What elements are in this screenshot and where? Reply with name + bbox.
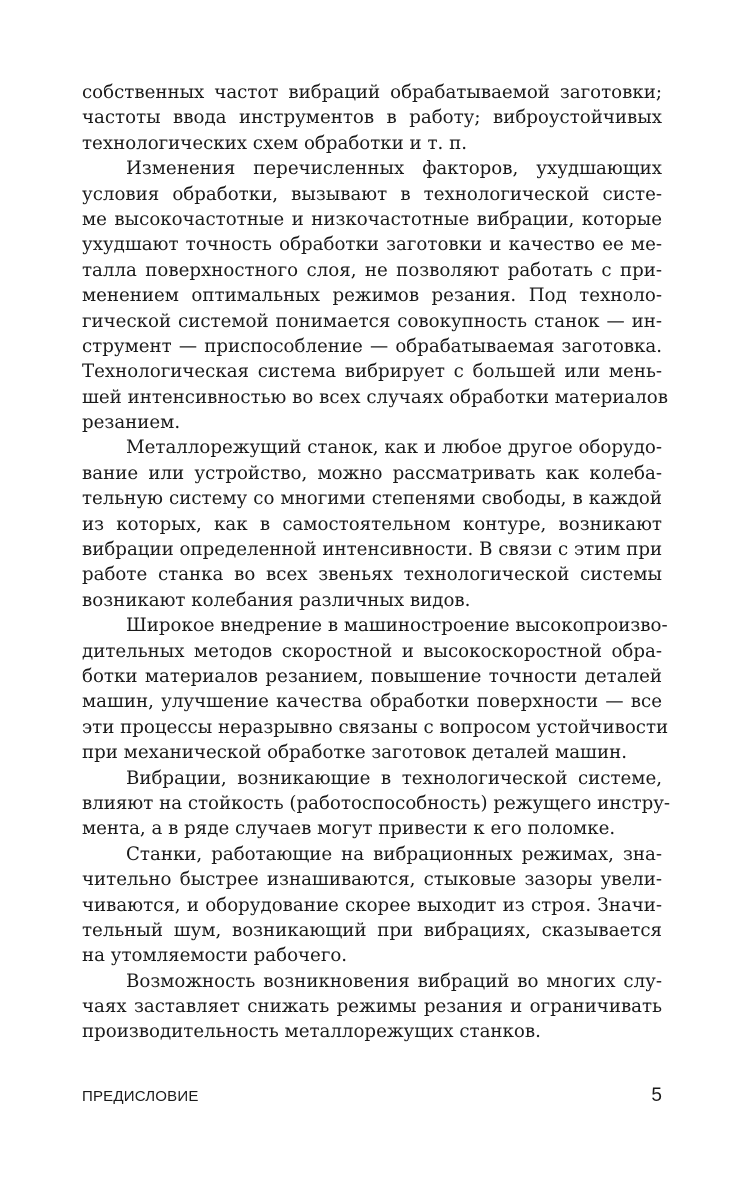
text-line: талла поверхностного слоя, не позволяют работать с при- xyxy=(82,259,662,281)
paragraph xyxy=(82,156,668,435)
text-line: вание или устройство, можно рассматривать как колеба- xyxy=(82,462,662,484)
text-line: частоты ввода инструментов в работу; виброустойчивых xyxy=(82,107,662,129)
text-line: Станки, работающие на вибрационных режимах, зна- xyxy=(126,843,662,865)
paragraph xyxy=(82,842,662,969)
text-line: ботки материалов резанием, повышение точности деталей xyxy=(82,665,662,687)
text-line: производительность металлорежущих станков. xyxy=(82,1021,541,1043)
text-line: при механической обработке заготовок деталей машин. xyxy=(82,742,627,764)
text-line: чиваются, и оборудование скорее выходит из строя. Значи- xyxy=(82,894,662,916)
paragraph xyxy=(82,435,662,613)
text-line: Вибрации, возникающие в технологической системе, xyxy=(126,767,662,789)
paragraph xyxy=(82,766,671,842)
text-line: Широкое внедрение в машиностроение высокопроизво- xyxy=(126,615,668,637)
text-line: дительных методов скоростной и высокоскоростной обра- xyxy=(82,640,662,662)
body-text xyxy=(82,80,671,1045)
text-line: технологических схем обработки и т. п. xyxy=(82,132,467,154)
text-line: эти процессы неразрывно связаны с вопросом устойчивости xyxy=(82,716,669,738)
text-line: из которых, как в самостоятельном контуре, возникают xyxy=(82,513,662,535)
text-line: Возможность возникновения вибраций во многих слу- xyxy=(126,970,662,992)
text-line: гической системой понимается совокупность станок — ин- xyxy=(82,310,662,332)
text-line: мента, а в ряде случаев могут привести к его поломке. xyxy=(82,818,616,840)
text-line: менением оптимальных режимов резания. Под техноло- xyxy=(82,285,662,307)
text-line: работе станка во всех звеньях технологической системы xyxy=(82,564,662,586)
text-line: чительно быстрее изнашиваются, стыковые зазоры увели- xyxy=(82,869,662,891)
text-line: на утомляемости рабочего. xyxy=(82,945,348,967)
text-line: Технологическая система вибрирует с большей или мень- xyxy=(82,361,662,383)
text-line: собственных частот вибраций обрабатываемой заготовки; xyxy=(82,82,662,103)
text-line: Металлорежущий станок, как и любое другое оборудо- xyxy=(126,437,662,459)
text-line: Изменения перечисленных факторов, ухудшающих xyxy=(126,158,662,180)
page-number: 5 xyxy=(651,1085,662,1106)
text-line: тельную систему со многими степенями свободы, в каждой xyxy=(82,488,662,510)
text-line: машин, улучшение качества обработки поверхности — все xyxy=(82,691,662,713)
text-line: тельный шум, возникающий при вибрациях, сказывается xyxy=(82,919,662,941)
text-line: чаях заставляет снижать режимы резания и ограничивать xyxy=(82,996,662,1018)
text-line: вибрации определенной интенсивности. В связи с этим при xyxy=(82,539,663,561)
text-line: влияют на стойкость (работоспособность) режущего инстру- xyxy=(82,792,671,814)
paragraph xyxy=(82,80,662,156)
running-head: ПРЕДИСЛОВИЕ xyxy=(82,1088,199,1105)
page-footer xyxy=(82,1086,662,1110)
text-line: условия обработки, вызывают в технологической систе- xyxy=(82,183,662,205)
text-line: струмент — приспособление — обрабатываемая заготовка. xyxy=(82,335,662,357)
text-line: резанием. xyxy=(82,412,181,434)
text-line: шей интенсивностью во всех случаях обработки материалов xyxy=(82,386,668,408)
text-line: ме высокочастотные и низкочастотные вибрации, которые xyxy=(82,208,662,230)
paragraph xyxy=(82,969,662,1045)
paragraph xyxy=(82,613,669,765)
text-line: возникают колебания различных видов. xyxy=(82,589,471,611)
text-line: ухудшают точность обработки заготовки и качество ее ме- xyxy=(82,234,662,256)
